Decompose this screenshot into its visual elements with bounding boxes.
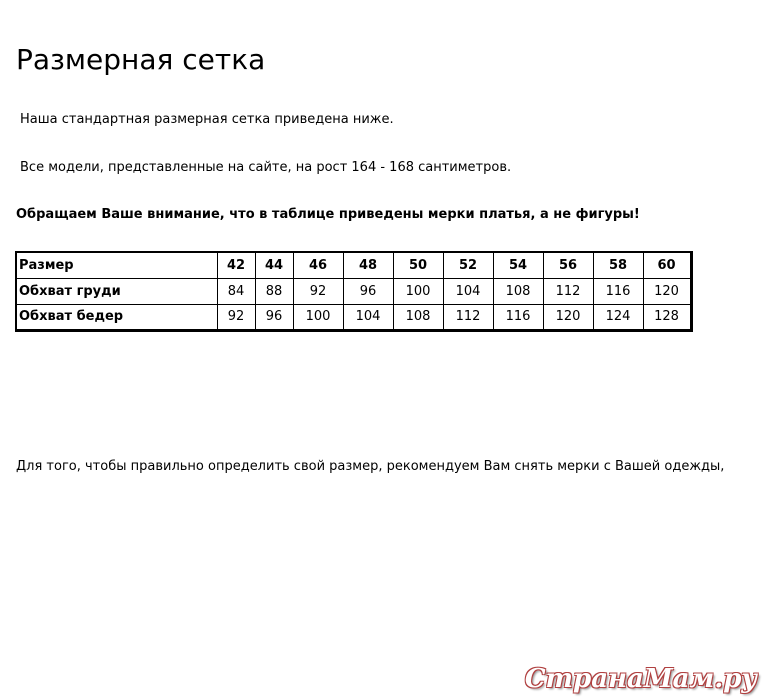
site-watermark-logo: СтранаМам.ру <box>524 664 757 694</box>
table-cell: 96 <box>343 278 393 304</box>
row-label: Обхват груди <box>16 278 217 304</box>
table-row <box>16 252 691 278</box>
row-label: Обхват бедер <box>16 304 217 330</box>
height-note-text: Все модели, представленные на сайте, на рост 164 - 168 сантиметров. <box>20 160 512 175</box>
table-cell: 116 <box>593 278 643 304</box>
table-cell: 42 <box>217 252 255 278</box>
table-cell: 100 <box>293 304 343 330</box>
row-label: Размер <box>16 252 217 278</box>
table-row <box>16 278 691 304</box>
intro-text: Наша стандартная размерная сетка приведена ниже. <box>20 112 394 127</box>
table-cell: 116 <box>493 304 543 330</box>
table-cell: 60 <box>643 252 691 278</box>
table-cell: 104 <box>443 278 493 304</box>
table-cell: 108 <box>393 304 443 330</box>
table-cell: 112 <box>443 304 493 330</box>
table-cell: 46 <box>293 252 343 278</box>
table-cell: 54 <box>493 252 543 278</box>
table-row <box>16 304 691 330</box>
table-cell: 96 <box>255 304 293 330</box>
table-cell: 58 <box>593 252 643 278</box>
table-cell: 84 <box>217 278 255 304</box>
table-cell: 124 <box>593 304 643 330</box>
table-cell: 92 <box>217 304 255 330</box>
page-title: Размерная сетка <box>16 43 266 76</box>
table-cell: 120 <box>543 304 593 330</box>
table-cell: 108 <box>493 278 543 304</box>
table-cell: 100 <box>393 278 443 304</box>
advice-text: Для того, чтобы правильно определить свой размер, рекомендуем Вам снять мерки с Вашей одежды, <box>16 459 725 474</box>
table-cell: 92 <box>293 278 343 304</box>
table-cell: 48 <box>343 252 393 278</box>
size-table <box>15 251 693 332</box>
table-cell: 50 <box>393 252 443 278</box>
table-cell: 120 <box>643 278 691 304</box>
table-cell: 56 <box>543 252 593 278</box>
attention-text: Обращаем Ваше внимание, что в таблице приведены мерки платья, а не фигуры! <box>16 207 640 222</box>
table-cell: 104 <box>343 304 393 330</box>
table-cell: 128 <box>643 304 691 330</box>
table-cell: 88 <box>255 278 293 304</box>
table-cell: 52 <box>443 252 493 278</box>
table-cell: 112 <box>543 278 593 304</box>
table-cell: 44 <box>255 252 293 278</box>
